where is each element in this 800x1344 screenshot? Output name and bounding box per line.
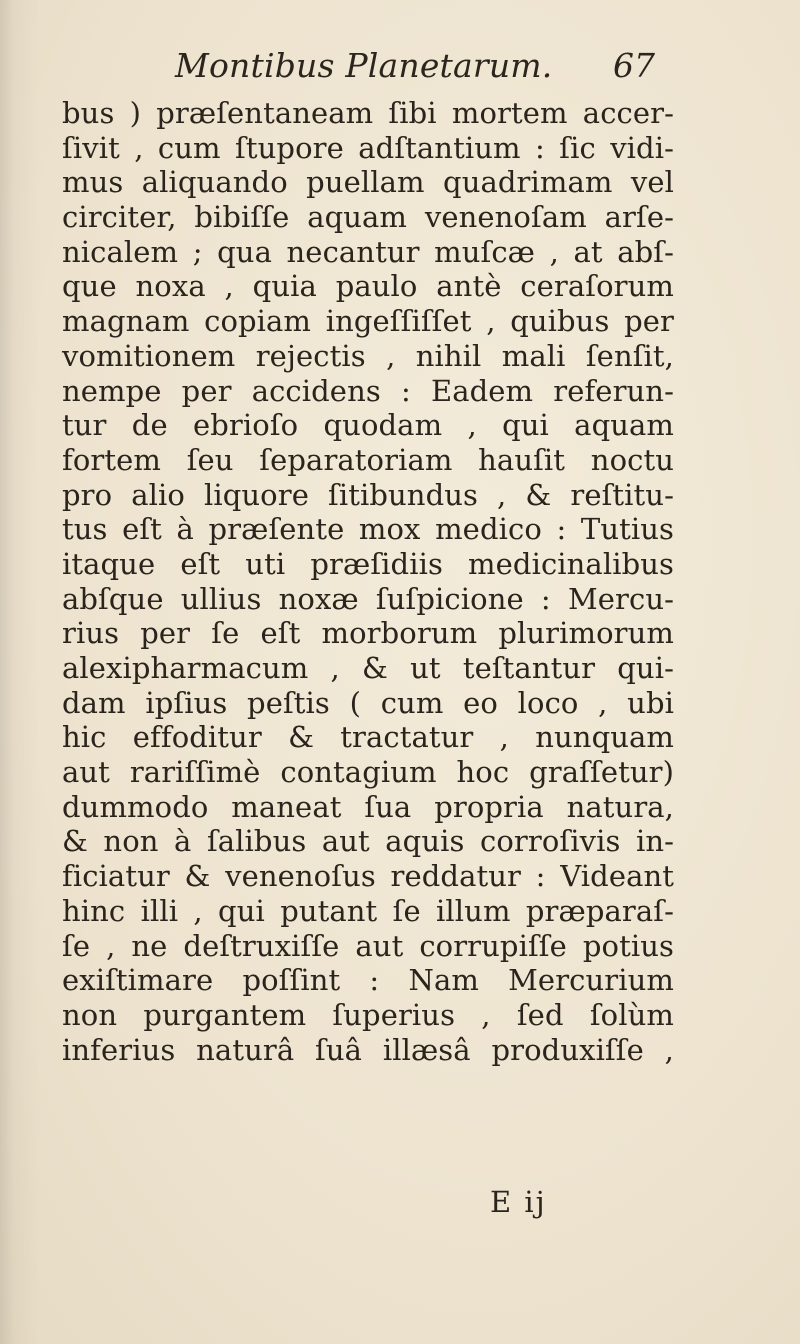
text-line: itaque eſt uti præſidiis medicinalibus xyxy=(62,546,674,581)
text-line: bus ) præſentaneam ſibi mortem accer- xyxy=(62,96,674,130)
text-line: nempe per accidens : Eadem referun- xyxy=(62,373,674,408)
text-line: nicalem ; qua necantur muſcæ , at abſ- xyxy=(62,234,674,269)
text-line: tus eſt à præſente mox medico : Tutius xyxy=(62,512,674,547)
text-line: alexipharmacum , & ut teſtantur qui- xyxy=(62,651,674,685)
text-line: & non à ſalibus aut aquis corroſivis in- xyxy=(62,824,674,859)
text-line: rius per ſe eſt morborum plurimorum xyxy=(62,616,674,651)
text-line: inferius naturâ ſuâ illæsâ produxiſſe , xyxy=(62,1032,674,1067)
text-line: fortem ſeu ſeparatoriam hauſit noctu xyxy=(62,442,674,477)
text-line: vomitionem rejectis , nihil mali ſenſit, xyxy=(62,338,674,373)
text-line: exiſtimare poſſint : Nam Mercurium xyxy=(62,963,674,998)
text-line: magnam copiam ingeſſiſſet , quibus per xyxy=(62,304,674,339)
text-line: aut rariſſimè contagium hoc graſſetur) xyxy=(62,755,674,790)
text-line: non purgantem ſuperius , ſed ſolùm xyxy=(62,997,674,1032)
text-line: mus aliquando puellam quadrimam vel xyxy=(62,165,674,200)
text-line: abſque ullius noxæ ſuſpicione : Mercu- xyxy=(62,581,674,616)
running-head: Montibus Planetarum. xyxy=(175,46,553,85)
text-line: hic effoditur & tractatur , nunquam xyxy=(62,720,674,755)
page-number: 67 xyxy=(613,46,655,85)
body-text xyxy=(62,96,674,1067)
text-line: dummodo maneat ſua propria natura, xyxy=(62,789,674,824)
text-line: ſivit , cum ſtupore adſtantium : ſic vidi- xyxy=(62,130,674,165)
text-line: pro alio liquore ſitibundus , & reſtitu- xyxy=(62,477,674,512)
text-line: dam ipſius peſtis ( cum eo loco , ubi xyxy=(62,685,674,720)
signature-mark: E ij xyxy=(490,1185,547,1219)
page-header xyxy=(175,42,655,92)
text-line: circiter, bibiſſe aquam venenoſam arſe- xyxy=(62,200,674,235)
text-line: tur de ebrioſo quodam , qui aquam xyxy=(62,408,674,443)
text-line: que noxa , quia paulo antè ceraſorum xyxy=(62,269,674,304)
text-line: ſe , ne deſtruxiſſe aut corrupiſſe potius xyxy=(62,928,674,963)
text-line: hinc illi , qui putant ſe illum præparaſ- xyxy=(62,893,674,928)
text-line: ficiatur & venenoſus reddatur : Videant xyxy=(62,859,674,894)
